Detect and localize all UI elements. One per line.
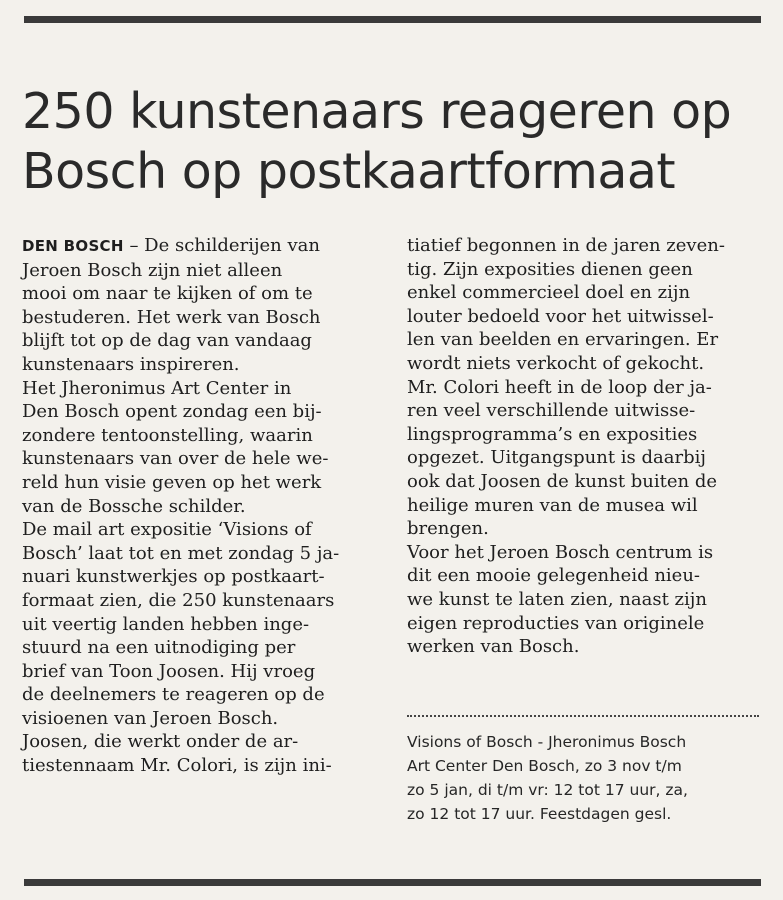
body-line: reld hun visie geven op het werk bbox=[22, 471, 322, 493]
body-line: van de Bossche schilder. bbox=[22, 495, 246, 517]
body-line: uit veertig landen hebben inge- bbox=[22, 613, 310, 635]
body-line: zondere tentoonstelling, waarin bbox=[22, 424, 313, 446]
body-line: wordt niets verkocht of gekocht. bbox=[407, 352, 705, 374]
body-line: bestuderen. Het werk van Bosch bbox=[22, 306, 321, 328]
info-line: zo 5 jan, di t/m vr: 12 tot 17 uur, za, bbox=[407, 781, 688, 799]
body-line: formaat zien, die 250 kunstenaars bbox=[22, 589, 335, 611]
body-line: enkel commercieel doel en zijn bbox=[407, 282, 691, 304]
body-line: Jeroen Bosch zijn niet alleen bbox=[22, 259, 283, 281]
body-line: heilige muren van de musea wil bbox=[407, 494, 698, 516]
body-line: kunstenaars van over de hele we- bbox=[22, 448, 329, 470]
body-line: De mail art expositie ‘Visions of bbox=[22, 519, 312, 541]
headline-line: 250 kunstenaars reageren op bbox=[22, 83, 732, 140]
body-line: dit een mooie gelegenheid nieu- bbox=[407, 565, 701, 587]
bottom-rule bbox=[24, 879, 761, 886]
body-line: ook dat Joosen de kunst buiten de bbox=[407, 470, 718, 492]
body-line: mooi om naar te kijken of om te bbox=[22, 283, 313, 305]
body-line-text: – De schilderijen van bbox=[123, 235, 320, 256]
article-headline bbox=[22, 82, 762, 202]
body-line: stuurd na een uitnodiging per bbox=[22, 637, 296, 659]
body-line: Den Bosch opent zondag een bij- bbox=[22, 401, 322, 423]
body-line: tiatief begonnen in de jaren zeven- bbox=[407, 235, 725, 256]
body-line: ren veel verschillende uitwisse- bbox=[407, 400, 696, 422]
body-line: Mr. Colori heeft in de loop der ja- bbox=[407, 376, 712, 398]
body-line: Het Jheronimus Art Center in bbox=[22, 377, 292, 399]
body-line: we kunst te laten zien, naast zijn bbox=[407, 588, 707, 610]
exhibition-info-box bbox=[407, 730, 759, 826]
dotted-divider bbox=[407, 715, 759, 717]
body-line: kunstenaars inspireren. bbox=[22, 353, 240, 375]
body-line: nuari kunstwerkjes op postkaart- bbox=[22, 566, 325, 588]
body-line: de deelnemers te reageren op de bbox=[22, 684, 325, 706]
body-line: Bosch’ laat tot en met zondag 5 ja- bbox=[22, 542, 340, 564]
body-line: brengen. bbox=[407, 518, 489, 540]
body-line: len van beelden en ervaringen. Er bbox=[407, 329, 719, 351]
info-line: Art Center Den Bosch, zo 3 nov t/m bbox=[407, 757, 682, 775]
body-line: blijft tot op de dag van vandaag bbox=[22, 330, 312, 352]
body-line bbox=[22, 234, 377, 259]
body-line: Joosen, die werkt onder de ar- bbox=[22, 731, 299, 753]
info-line: Visions of Bosch - Jheronimus Bosch bbox=[407, 733, 687, 751]
headline-line: Bosch op postkaartformaat bbox=[22, 143, 676, 200]
body-line: opgezet. Uitgangspunt is daarbij bbox=[407, 447, 706, 469]
body-line: eigen reproducties van originele bbox=[407, 612, 705, 634]
body-line: tig. Zijn exposities dienen geen bbox=[407, 258, 693, 280]
article-column-left bbox=[22, 234, 377, 778]
article-column-right bbox=[407, 234, 759, 659]
dateline: DEN BOSCH bbox=[22, 237, 124, 255]
body-line: visioenen van Jeroen Bosch. bbox=[22, 707, 279, 729]
info-line: zo 12 tot 17 uur. Feestdagen gesl. bbox=[407, 805, 672, 823]
body-line: tiestennaam Mr. Colori, is zijn ini- bbox=[22, 755, 332, 777]
body-line: louter bedoeld voor het uitwissel- bbox=[407, 305, 714, 327]
body-line: brief van Toon Joosen. Hij vroeg bbox=[22, 660, 316, 682]
body-line: Voor het Jeroen Bosch centrum is bbox=[407, 541, 714, 563]
body-line: lingsprogramma’s en exposities bbox=[407, 423, 698, 445]
top-rule bbox=[24, 16, 761, 23]
body-line: werken van Bosch. bbox=[407, 636, 580, 658]
